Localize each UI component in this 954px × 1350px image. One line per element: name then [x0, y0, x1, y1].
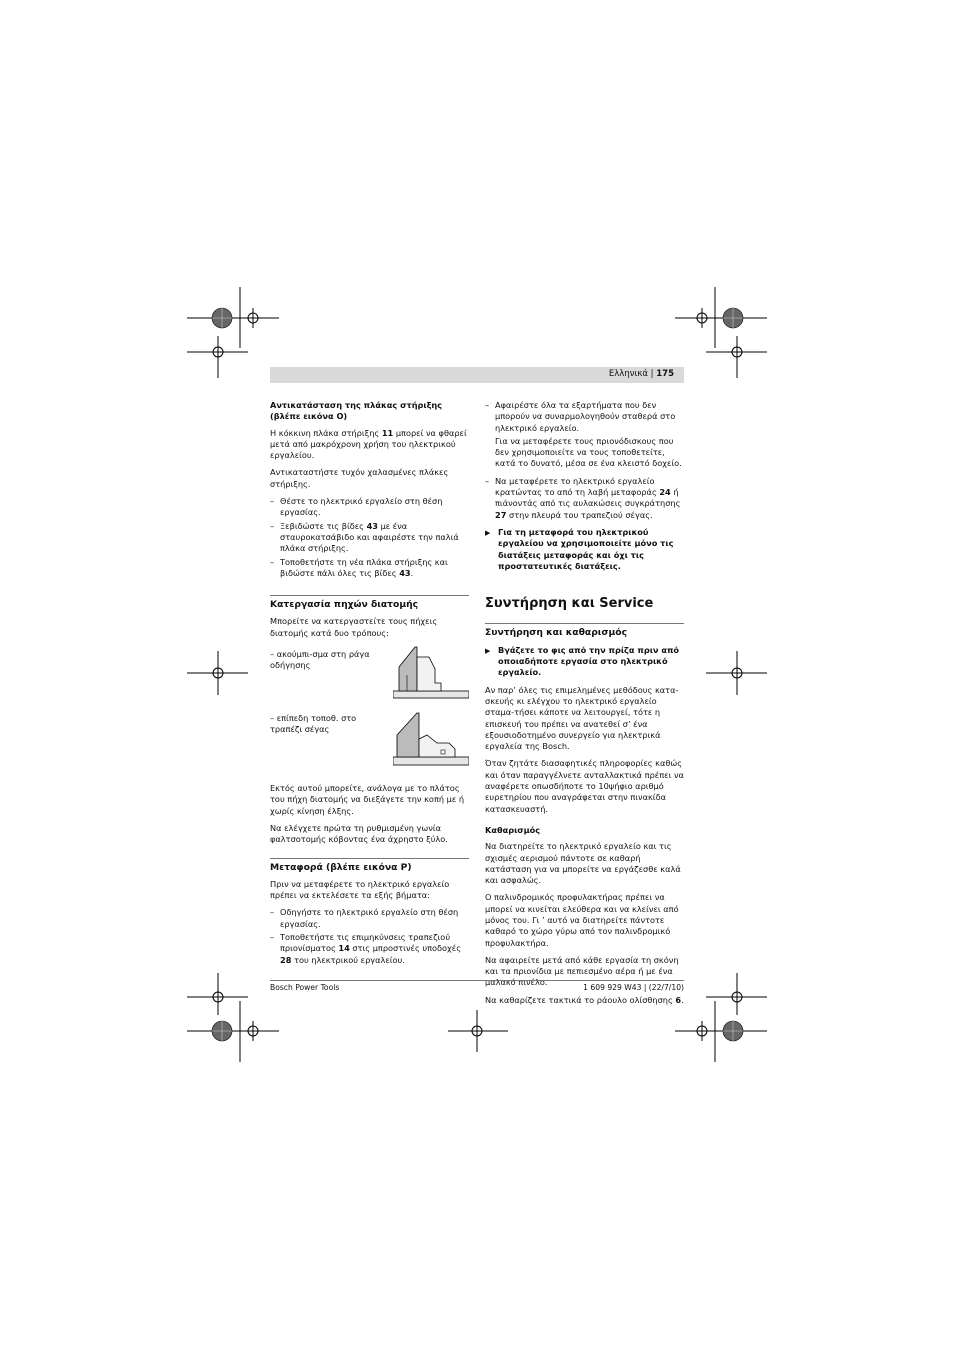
- list-item: – Τοποθετήστε τις επιμηκύνσεις τραπεζιού πριονίσματος 14 στις μπροστινές υποδοχές 28 του ηλεκτρικού εργαλείου.: [270, 932, 469, 966]
- list-item: – Οδηγήστε το ηλεκτρικό εργαλείο στη θέση εργασίας.: [270, 907, 469, 930]
- chapter-title-maintenance: Συντήρηση και Service: [485, 596, 654, 612]
- list-item: – Αφαιρέστε όλα τα εξαρτήματα που δεν μπορούν να συναρμολογηθούν σταθερά στο ηλεκτρικό εργαλείο.: [485, 400, 684, 434]
- page-number: 175: [656, 369, 674, 379]
- footer-brand: Bosch Power Tools: [270, 983, 340, 992]
- paragraph: Πριν να μεταφέρετε το ηλεκτρικό εργαλείο πρέπει να εκτελέσετε τα εξής βήματα:: [270, 878, 450, 901]
- paragraph: Να ελέγχετε πρώτα τη ρυθμισμένη γωνία φαλτσοτομής κόβοντας ένα άχρηστο ξύλο.: [270, 822, 448, 845]
- paragraph: Να καθαρίζετε τακτικά το ράουλο ολίσθησης 6.: [485, 994, 684, 1005]
- paragraph: Αντικαταστήστε τυχόν χαλασμένες πλάκες στήριξης.: [270, 467, 449, 489]
- paragraph: Ο παλινδρομικός προφυλακτήρας πρέπει να μπορεί να κινείται ελεύθερα και να κλείνει από μόνος του. Γι ’ αυτό να διατηρείτε πάντοτε καθαρό το χώρο γύρω από τον παλινδρομικό προφυλακτήρα.: [485, 892, 679, 948]
- figure-caption: – ακούμπι-σμα στη ράγα οδήγησης: [270, 649, 370, 671]
- header-separator: |: [650, 369, 654, 379]
- warning-transport: ▶ Για τη μεταφορά του ηλεκτρικού εργαλείου να χρησιμοποιείτε μόνο τις διατάξεις μεταφοράς και όχι τις προστατευτικές διατάξεις.: [485, 527, 684, 572]
- section-title-maintenance-cleaning: Συντήρηση και καθαρισμός: [485, 623, 684, 638]
- page-footer: [270, 980, 684, 992]
- fence-illustration: [393, 645, 469, 709]
- right-column: [485, 400, 684, 1012]
- figure-fence-position: [270, 649, 469, 713]
- page-header: [609, 369, 674, 379]
- section-title-profile-strips: Κατεργασία πηχών διατομής: [270, 595, 469, 610]
- left-column: [270, 400, 469, 968]
- header-language: Ελληνικά: [608, 369, 648, 379]
- list-item: – Ξεβιδώστε τις βίδες 43 με ένα σταυροκατσάβιδο και αφαιρέστε την παλιά πλάκα στήριξης.: [270, 521, 469, 555]
- subsection-title-cleaning: Καθαρισμός: [485, 824, 541, 835]
- paragraph: Η κόκκινη πλάκα στήριξης 11 μπορεί να φθαρεί μετά από μακρόχρονη χρήση του ηλεκτρικού εργαλείου.: [270, 427, 467, 461]
- list-item-note: Για να μεταφέρετε τους πριονόδισκους που δεν χρησιμοποιείτε να τους τοποθετείτε, κατά το δυνατό, μέσα σε ένα κλειστό δοχείο.: [495, 435, 682, 469]
- figure-flat-position: [270, 713, 469, 779]
- footer-doc-number: 1 609 929 W43 | (22/7/10): [583, 983, 684, 992]
- figure-caption: – επίπεδη τοποθ. στο τραπέζι σέγας: [270, 713, 357, 735]
- paragraph: Να αφαιρείτε μετά από κάθε εργασία τη σκόνη και τα πριονίδια με πεπιεσμένο αέρα ή με ένα μαλακό πινέλο.: [485, 954, 679, 988]
- paragraph: Εκτός αυτού μπορείτε, ανάλογα με το πλάτος του πήχη διατομής να διεξάγετε την κοπή με ή χωρίς κίνηση έλξης.: [270, 783, 465, 816]
- paragraph: Αν παρ’ όλες τις επιμελημένες μεθόδους κατα-σκευής κι ελέγχου το ηλεκτρικό εργαλείο σταμα-τήσει κάποτε να λειτουργεί, τότε η επισκευή του πρέπει να ανατεθεί σ’ ένα εξουσιοδοτημένο συνεργείο για ηλεκτρικά εργαλεία της Bosch.: [485, 684, 679, 752]
- section-title-transport: Μεταφορά (βλέπε εικόνα P): [270, 858, 469, 873]
- warning-unplug: ▶ Βγάζετε το φις από την πρίζα πριν από οποιαδήποτε εργασία στο ηλεκτρικό εργαλείο.: [485, 645, 684, 679]
- flat-illustration: [393, 709, 469, 775]
- list-item: – Να μεταφέρετε το ηλεκτρικό εργαλείο κρατώντας το από τη λαβή μεταφοράς 24 ή πιάνοντάς από τις αυλακώσεις συγκράτησης 27 στην πλευρά του τραπεζιού σέγας.: [485, 476, 684, 521]
- page-header-bar: [270, 367, 684, 383]
- section-title-support-plate: Αντικατάσταση της πλάκας στήριξης (βλέπε εικόνα O): [270, 400, 443, 422]
- paragraph: Μπορείτε να κατεργαστείτε τους πήχεις διατομής κατά δυο τρόπους:: [270, 616, 438, 638]
- paragraph: Να διατηρείτε το ηλεκτρικό εργαλείο και τις σχισμές αερισμού πάντοτε σε καθαρή κατάσταση για να μπορείτε να εργάζεσθε καλά και ασφαλώς.: [485, 841, 681, 886]
- list-item: – Τοποθετήστε τη νέα πλάκα στήριξης και βιδώστε πάλι όλες τις βίδες 43.: [270, 557, 469, 580]
- list-item: – Θέστε το ηλεκτρικό εργαλείο στη θέση εργασίας.: [270, 496, 469, 519]
- paragraph: Όταν ζητάτε διασαφητικές πληροφορίες καθώς και όταν παραγγέλνετε ανταλλακτικά πρέπει να αναφέρετε οπωσδήποτε το 10ψήφιο αριθμό ευρετηρίου που αναγράφεται στην πινακίδα κατασκευαστή.: [485, 758, 684, 814]
